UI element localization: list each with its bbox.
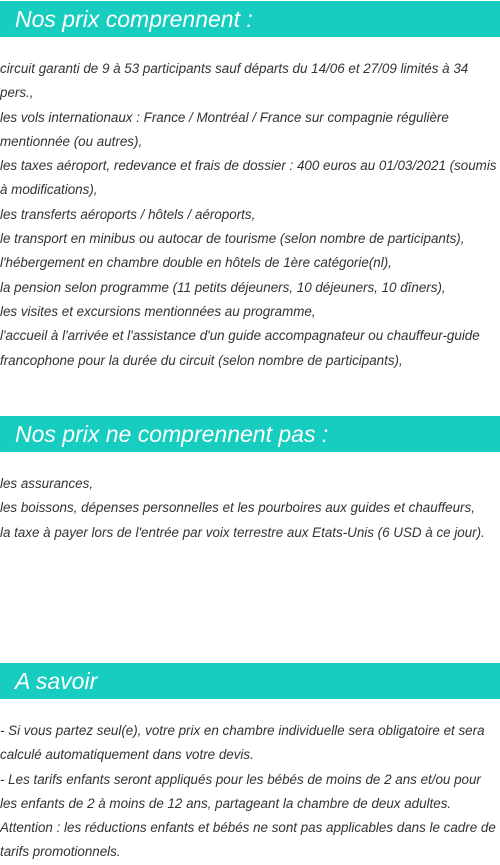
section-title-good-to-know: A savoir xyxy=(0,663,500,699)
list-item: la taxe à payer lors de l'entrée par voix terrestre aux Etats-Unis (6 USD à ce jour). xyxy=(0,524,485,540)
section-title-not-included: Nos prix ne comprennent pas : xyxy=(0,416,500,452)
list-item: les transferts aéroports / hôtels / aéroports, xyxy=(0,206,256,222)
list-item: le transport en minibus ou autocar de tourisme (selon nombre de participants), xyxy=(0,231,465,247)
list-item: les vols internationaux : France / Montréal / France sur compagnie régulière mentionnée (ou autres), xyxy=(0,109,449,149)
list-item: les taxes aéroport, redevance et frais de dossier : 400 euros au 01/03/2021 (soumis à modifications), xyxy=(0,158,497,198)
list-item: circuit garanti de 9 à 53 participants sauf départs du 14/06 et 27/09 limités à 34 pers., xyxy=(0,61,469,101)
list-item: l'hébergement en chambre double en hôtels de 1ère catégorie(nl), xyxy=(0,255,392,271)
list-item: Attention : les réductions enfants et bébés ne sont pas applicables dans le cadre de tarifs promotionnels. xyxy=(0,820,496,860)
not-included-list xyxy=(0,472,500,545)
good-to-know-list xyxy=(0,719,500,865)
section-included xyxy=(0,1,500,373)
list-item: les visites et excursions mentionnées au programme, xyxy=(0,303,316,319)
section-title-included: Nos prix comprennent : xyxy=(0,1,500,37)
list-item: - Si vous partez seul(e), votre prix en chambre individuelle sera obligatoire et sera calculé automatiquement dans votre devis. xyxy=(0,723,485,763)
list-item: les boissons, dépenses personnelles et les pourboires aux guides et chauffeurs, xyxy=(0,500,475,516)
list-item: les assurances, xyxy=(0,476,94,491)
list-item: la pension selon programme (11 petits déjeuners, 10 déjeuners, 10 dîners), xyxy=(0,279,446,295)
list-item: l'accueil à l'arrivée et l'assistance d'un guide accompagnateur ou chauffeur-guide francophone pour la durée du circuit (selon nombre de participants), xyxy=(0,328,480,368)
list-item: - Les tarifs enfants seront appliqués pour les bébés de moins de 2 ans et/ou pour les enfants de 2 à moins de 12 ans, partageant la chambre de deux adultes. xyxy=(0,771,481,811)
section-not-included xyxy=(0,416,500,545)
section-good-to-know xyxy=(0,663,500,865)
included-list xyxy=(0,57,500,373)
